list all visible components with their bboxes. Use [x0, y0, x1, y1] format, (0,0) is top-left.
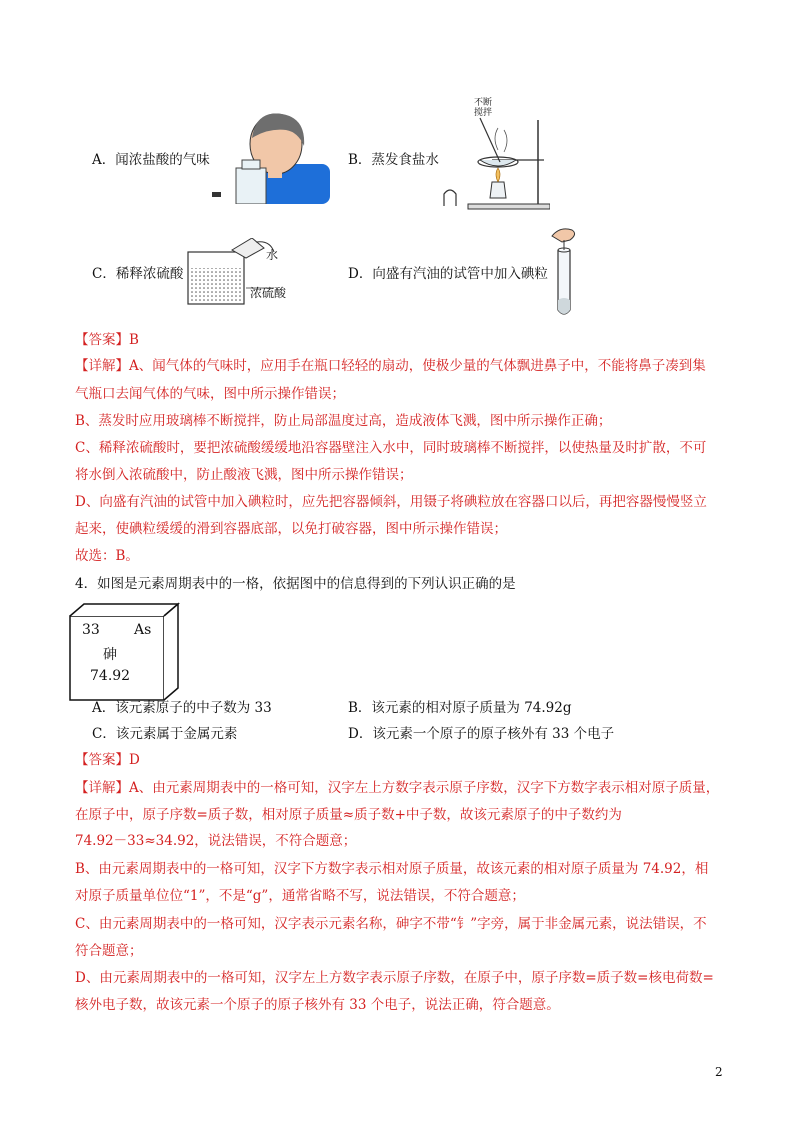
acid-label: 浓硫酸 — [250, 286, 287, 300]
water-label: 水 — [266, 248, 279, 262]
evaporation-figure — [440, 110, 550, 214]
q3-option-c: C．稀释浓硫酸 — [92, 266, 184, 282]
q3-explain-line-5: 将水倒入浓硫酸中，防止酸液飞溅，图中所示操作错误； — [75, 467, 413, 483]
q3-explain-line-2: 气瓶口去闻气体的气味，图中所示操作错误； — [75, 386, 345, 402]
q4-option-d: D．该元素一个原子的原子核外有 33 个电子 — [348, 726, 615, 742]
q4-option-b: B．该元素的相对原子质量为 74.92g — [348, 700, 572, 716]
stir-label-top: 不断 — [474, 98, 493, 108]
q3-explain-line-4: C、稀释浓硫酸时，要把浓硫酸缓缓地沿容器壁注入水中，同时玻璃棒不断搅拌，以使热量及时扩散，不可 — [75, 440, 707, 456]
q3-explain-line-3: B、蒸发时应用玻璃棒不断搅拌，防止局部温度过高，造成液体飞溅，图中所示操作正确； — [75, 413, 612, 429]
q4-explain-line-3: 74.92－33≈34.92，说法错误，不符合题意； — [75, 833, 357, 849]
smell-acid-figure — [208, 108, 330, 204]
q4-answer: 【答案】D — [75, 752, 140, 768]
element-number: 33 — [82, 622, 100, 638]
q3-explain-line-1: 【详解】A、闻气体的气味时，应用手在瓶口轻轻的扇动，使极少量的气体飘进鼻子中，不能将鼻子凑到集 — [75, 358, 706, 374]
q4-stem: 4．如图是元素周期表中的一格，依据图中的信息得到的下列认识正确的是 — [75, 576, 516, 592]
q4-explain-line-4: B、由元素周期表中的一格可知，汉字下方数字表示相对原子质量，故该元素的相对原子质量为 74.92，相 — [75, 861, 709, 877]
q4-explain-line-2: 在原子中，原子序数=质子数，相对原子质量≈质子数+中子数，故该元素原子的中子数约为 — [75, 807, 622, 823]
q4-option-a: A．该元素原子的中子数为 33 — [92, 700, 272, 716]
q4-explain-line-8: D、由元素周期表中的一格可知，汉字左上方数字表示原子序数，在原子中，原子序数=质子数=核电荷数= — [75, 970, 714, 986]
element-symbol: As — [134, 622, 152, 638]
page-number: 2 — [715, 1065, 723, 1079]
q3-option-b: B．蒸发食盐水 — [348, 152, 439, 168]
q4-option-c: C．该元素属于金属元素 — [92, 726, 238, 742]
q3-option-d: D．向盛有汽油的试管中加入碘粒 — [348, 266, 548, 282]
element-cell-box — [68, 602, 180, 702]
q4-explain-line-7: 符合题意； — [75, 943, 143, 959]
element-mass: 74.92 — [90, 668, 131, 684]
q3-explain-line-7: 起来，使碘粒缓缓的滑到容器底部，以免打破容器，图中所示操作错误； — [75, 521, 507, 537]
q4-explain-line-5: 对原子质量单位位“1”，不是“g”，通常省略不写，说法错误，不符合题意； — [75, 888, 525, 904]
stir-label-bottom: 搅拌 — [474, 108, 493, 118]
test-tube-figure — [548, 226, 598, 318]
q3-explain-line-6: D、向盛有汽油的试管中加入碘粒时，应先把容器倾斜，用镊子将碘粒放在容器口以后，再把容器慢慢竖立 — [75, 494, 707, 510]
q3-answer: 【答案】B — [75, 332, 139, 348]
q3-explain-line-8: 故选：B。 — [75, 548, 139, 564]
q4-explain-line-1: 【详解】A、由元素周期表中的一格可知，汉字左上方数字表示原子序数，汉字下方数字表示相对原子质量， — [75, 780, 720, 796]
q4-explain-line-9: 核外电子数，故该元素一个原子的原子核外有 33 个电子，说法正确，符合题意。 — [75, 997, 560, 1013]
q3-option-a: A．闻浓盐酸的气味 — [92, 152, 210, 168]
element-name: 砷 — [103, 647, 117, 663]
q4-explain-line-6: C、由元素周期表中的一格可知，汉字表示元素名称，砷字不带“钅”字旁，属于非金属元素，说法错误，不 — [75, 916, 707, 932]
